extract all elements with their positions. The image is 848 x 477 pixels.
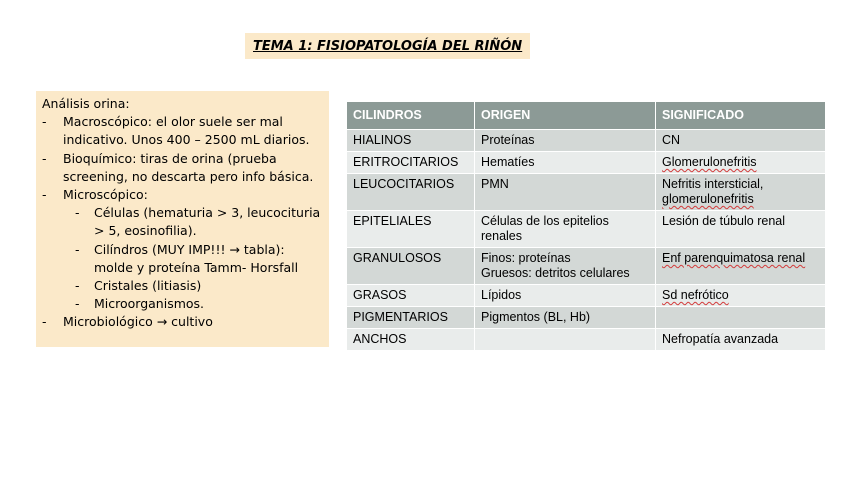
table-cell: PMN <box>475 174 656 211</box>
table-row <box>347 307 826 329</box>
bullet-dash: - <box>42 114 47 130</box>
table-header-row <box>347 102 826 130</box>
bullet-dash: - <box>75 296 80 312</box>
table-cell <box>656 174 826 211</box>
table-cell: CN <box>656 130 826 152</box>
notes-heading: Análisis orina: <box>42 96 130 111</box>
table-cell: Pigmentos (BL, Hb) <box>475 307 656 329</box>
cell-text: Sd nefrótico <box>662 288 729 302</box>
cell-line: Finos: proteínas <box>481 251 571 265</box>
column-header-origen: ORIGEN <box>475 102 656 130</box>
cell-line <box>662 192 819 207</box>
list-item-text: Microscópico: <box>63 187 148 203</box>
table-cell: ERITROCITARIOS <box>347 152 475 174</box>
casts-table <box>346 101 826 351</box>
list-item-text: Microbiológico → cultivo <box>63 314 213 330</box>
list-item-continuation: indicativo. Unos 400 – 2500 mL diarios. <box>63 132 310 148</box>
list-item-text: Cilíndros (MUY IMP!!! → tabla): <box>94 241 285 257</box>
sublist-item-crystals <box>42 277 323 295</box>
table-cell: LEUCOCITARIOS <box>347 174 475 211</box>
table-cell: Lesión de túbulo renal <box>656 211 826 248</box>
table-row <box>347 152 826 174</box>
table-row <box>347 329 826 351</box>
sublist-item-microorganisms <box>42 295 323 313</box>
table-cell: Hematíes <box>475 152 656 174</box>
table-row <box>347 130 826 152</box>
cell-text: glomerulonefritis <box>662 192 754 206</box>
table-cell <box>656 285 826 307</box>
table-cell: EPITELIALES <box>347 211 475 248</box>
table-cell: PIGMENTARIOS <box>347 307 475 329</box>
table-cell <box>656 307 826 329</box>
table-cell: GRASOS <box>347 285 475 307</box>
table-row <box>347 211 826 248</box>
urine-analysis-notes <box>36 91 329 347</box>
bullet-dash: - <box>75 241 80 257</box>
sublist-item-casts <box>42 241 323 259</box>
bullet-dash: - <box>42 150 47 166</box>
table-cell: Nefropatía avanzada <box>656 329 826 351</box>
bullet-dash: - <box>75 278 80 294</box>
table-row <box>347 248 826 285</box>
table-cell <box>475 248 656 285</box>
list-item-continuation: screening, no descarta pero info básica. <box>63 168 314 184</box>
cell-line: Gruesos: detritos celulares <box>481 266 630 280</box>
list-item-microbiological <box>42 313 323 331</box>
bullet-dash: - <box>42 314 47 330</box>
table-cell: Lípidos <box>475 285 656 307</box>
table-cell <box>656 152 826 174</box>
list-item-text: Células (hematuria > 3, leucocituria <box>94 205 321 221</box>
column-header-significado: SIGNIFICADO <box>656 102 826 130</box>
cell-line: renales <box>481 229 522 243</box>
page-title: TEMA 1: FISIOPATOLOGÍA DEL RIÑÓN <box>245 33 530 59</box>
bullet-dash: - <box>75 205 80 221</box>
table-row <box>347 285 826 307</box>
list-item-text: Macroscópico: el olor suele ser mal <box>63 114 283 130</box>
list-item-biochemical <box>42 150 323 168</box>
sublist-item-cells <box>42 204 323 222</box>
bullet-dash: - <box>42 187 47 203</box>
table-cell: Proteínas <box>475 130 656 152</box>
table-cell: GRANULOSOS <box>347 248 475 285</box>
list-item-microscopic <box>42 186 323 204</box>
cell-line: Nefritis intersticial, <box>662 177 764 191</box>
cell-text: Enf parenquimatosa renal <box>662 251 806 265</box>
table-cell <box>475 211 656 248</box>
cell-text: Glomerulonefritis <box>662 155 757 169</box>
list-item-macroscopic <box>42 113 323 131</box>
table-cell <box>475 329 656 351</box>
list-item-continuation: > 5, eosinofilia). <box>94 223 197 239</box>
table-row <box>347 174 826 211</box>
list-item-text: Bioquímico: tiras de orina (prueba <box>63 150 277 166</box>
table-cell <box>656 248 826 285</box>
table-cell: HIALINOS <box>347 130 475 152</box>
list-item-continuation: molde y proteína Tamm- Horsfall <box>94 259 299 275</box>
column-header-cilindros: CILINDROS <box>347 102 475 130</box>
table-cell: ANCHOS <box>347 329 475 351</box>
cell-line: Células de los epitelios <box>481 214 609 228</box>
list-item-text: Cristales (litiasis) <box>94 278 202 294</box>
list-item-text: Microorganismos. <box>94 296 205 312</box>
